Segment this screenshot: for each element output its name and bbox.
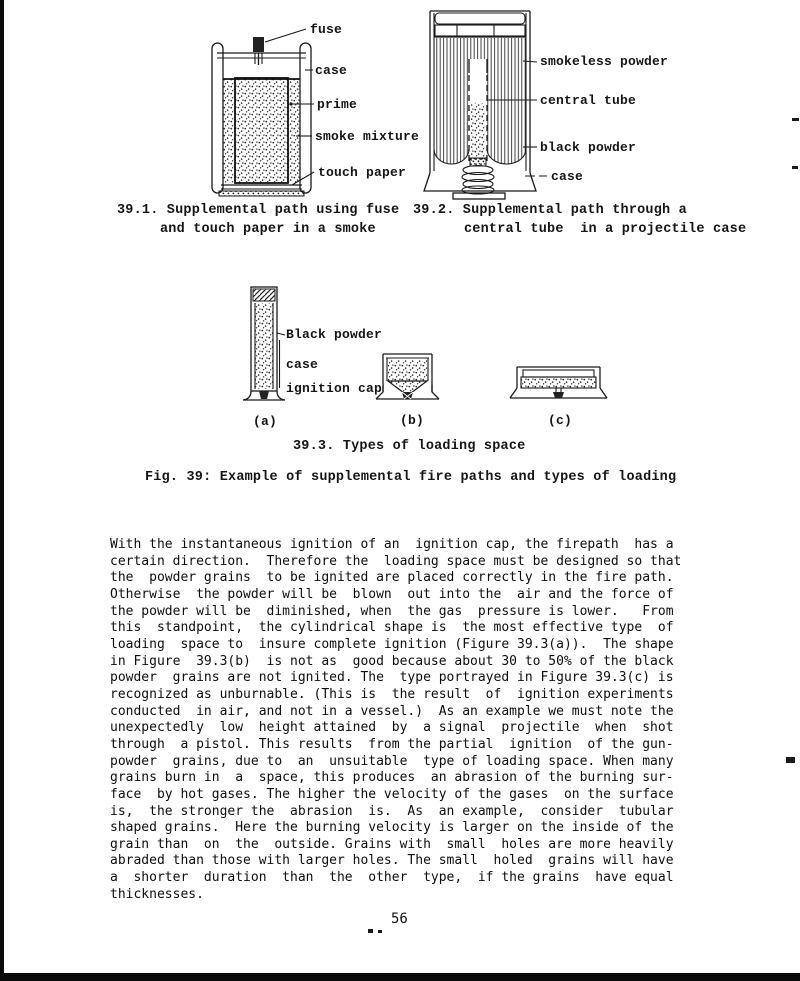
fig1-label-prime: prime [317, 97, 358, 112]
body-line: certain direction. Therefore the loading space must be designed so that [110, 553, 682, 569]
fig2-label-smokeless-powder: smokeless powder [540, 54, 669, 69]
body-paragraph [110, 537, 710, 903]
fig3c-ignition-cap [553, 392, 564, 398]
body-line: unexpectedly low height attained by a signal projectile when shot [110, 720, 674, 736]
fig3-label-ignition-cap: ignition cap [286, 381, 383, 396]
fig1-label-case: case [315, 63, 348, 78]
body-line: the powder grains to be ignited are placed correctly in the fire path. [110, 570, 674, 586]
scan-speck [368, 929, 373, 933]
fig1-touch-paper [219, 191, 304, 196]
fig39-main-caption: Fig. 39: Example of supplemental fire paths and types of loading [145, 470, 677, 485]
fig2-label-case: case [551, 169, 584, 184]
body-line: this standpoint, the cylindrical shape is the most effective type of [110, 620, 674, 636]
body-line: thicknesses. [110, 886, 204, 902]
fig2-caption-line2: central tube in a projectile case [464, 222, 747, 237]
fig-39-3-diagram [240, 280, 620, 435]
fig3-label-case: case [286, 357, 319, 372]
fig1-fuse-shape [253, 37, 264, 52]
scan-speck [786, 757, 795, 763]
fig2-caption-line1: 39.2. Supplemental path through a [413, 203, 687, 218]
fig3a-plug [253, 289, 275, 301]
fig1-caption-line1: 39.1. Supplemental path using fuse [117, 203, 400, 218]
body-line: the powder will be diminished, when the gas pressure is lower. From [110, 603, 674, 619]
fig-39-2-diagram [425, 3, 675, 208]
fig3c-lid [523, 370, 594, 377]
fig3a-ignition-cap [259, 391, 269, 399]
body-line: face by hot gases. The higher the velocity of the gases on the surface [110, 786, 674, 802]
fig1-right-post [300, 43, 311, 193]
fig1-device [212, 37, 311, 196]
fig1-left-post [212, 43, 223, 193]
fig3-sub-a: (a) [253, 414, 278, 429]
body-line: powder grains, due to an unsuitable type of loading space. When many [110, 753, 674, 769]
body-line: Otherwise the powder will be blown out into the air and the force of [110, 586, 674, 602]
fig3-device-b [376, 354, 439, 399]
fig2-label-central-tube: central tube [540, 93, 637, 108]
fig3-label-black-powder: Black powder [286, 327, 383, 342]
scan-speck [792, 166, 798, 169]
body-line: a shorter duration than the other type, if the grains have equal [110, 870, 674, 886]
body-line: recognized as unburnable. (This is the result of ignition experiments [110, 686, 674, 702]
fig1-label-smoke-mixture: smoke mixture [315, 129, 420, 144]
body-line: powder grains are not ignited. The type portrayed in Figure 39.3(c) is [110, 670, 674, 686]
fig1-label-fuse: fuse [310, 22, 343, 37]
fig3-device-c [510, 367, 607, 398]
fig3b-powder-fill [388, 360, 427, 381]
fig3b-funnel [388, 381, 427, 393]
body-line: grain than on the outside. Grains with small holes are more heavily [110, 836, 674, 852]
body-line: conducted in air, and not in a vessel.) As an example we must note the [110, 703, 674, 719]
body-line: is, the stronger the abrasion is. As an example, consider tubular [110, 803, 674, 819]
scan-speck [792, 118, 799, 121]
fig3-caption: 39.3. Types of loading space [293, 439, 526, 454]
fig2-black-powder-fill [471, 103, 485, 161]
body-line: grains burn in a space, this produces an abrasion of the burning sur- [110, 770, 674, 786]
fig3-sub-c: (c) [548, 413, 573, 428]
body-line: through a pistol. This results from the partial ignition of the gun- [110, 736, 674, 752]
scan-speck [378, 930, 382, 933]
body-line: abraded than those with larger holes. The small holed grains will have [110, 853, 674, 869]
scan-artifact-left-bar [0, 0, 4, 981]
body-line: loading space to insure complete ignition (Figure 39.3(a)). The shape [110, 636, 674, 652]
fig3c-powder-layer [521, 377, 596, 388]
fig2-label-black-powder: black powder [540, 140, 637, 155]
fig2-smokeless-powder-fill [434, 38, 526, 59]
fig1-caption-line2: and touch paper in a smoke [160, 222, 376, 237]
fig3-sub-b: (b) [400, 413, 425, 428]
fig1-label-touch-paper: touch paper [318, 165, 407, 180]
fig-39-1-diagram [195, 15, 435, 210]
body-line: in Figure 39.3(b) is not as good because about 30 to 50% of the black [110, 653, 674, 669]
body-line: With the instantaneous ignition of an ignition cap, the firepath has a [110, 537, 674, 552]
page-number: 56 [391, 911, 408, 927]
fig2-device [424, 11, 536, 199]
body-line: shaped grains. Here the burning velocity is larger on the inside of the [110, 820, 674, 836]
fig3a-black-powder-fill [255, 303, 273, 389]
scan-artifact-bottom-bar [0, 973, 800, 981]
fig3-device-a [243, 287, 285, 400]
